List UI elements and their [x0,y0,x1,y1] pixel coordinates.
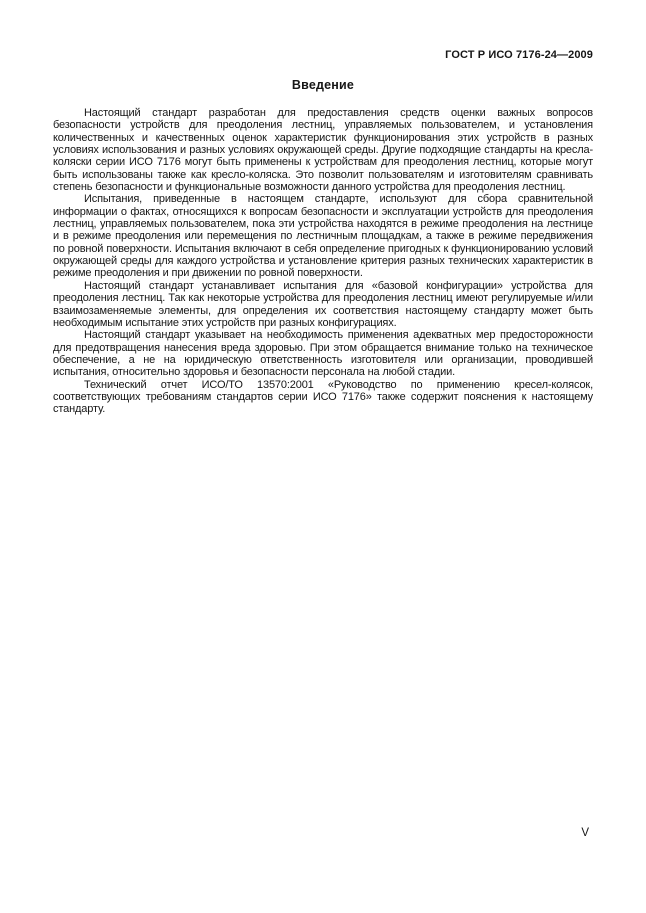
paragraph-4: Настоящий стандарт указывает на необходимость применения адекватных мер предосторожности для предотвращения нанесения вреда здоровью. При этом обращается внимание только на техническое обеспечение, а не на юридическую ответственность изготовителя или организации, проводившей испытания, относительно здоровья и безопасности персонала на любой стадии. [53,329,593,379]
paragraph-5: Технический отчет ИСО/ТО 13570:2001 «Руководство по применению кресел-колясок, соответствующих требованиям стандартов серии ИСО 7176» также содержит пояснения к настоящему стандарту. [53,378,593,416]
page-title: Введение [291,78,355,92]
page-number: V [581,827,589,839]
paragraph-3: Настоящий стандарт устанавливает испытания для «базовой конфигурации» устройства для преодоления лестниц. Так как некоторые устройства для преодоления лестниц имеют регулируемые и/или взаимозаменяемые элементы, для определения их соответствия настоящему стандарту может быть необходимым испытание этих устройств при разных конфигурациях. [53,279,593,329]
paragraph-2: Испытания, приведенные в настоящем стандарте, используют для сбора сравнительной информации о фактах, относящихся к вопросам безопасности и эксплуатации устройств для преодоления лестниц, управляемых пользователем, пока эти устройства находятся в режиме преодоления на лестнице и в режиме преодоления или перемещения по лестничным площадкам, а также в режиме передвижения по ровной поверхности. Испытания включают в себя определение пригодных к функционированию условий окружающей среды для каждого устройства и установление критерия разных технических характеристик в режиме преодоления и при движении по ровной поверхности. [53,193,593,280]
introduction-text [53,107,593,416]
paragraph-1: Настоящий стандарт разработан для предоставления средств оценки важных вопросов безопасности устройств для преодоления лестниц, управляемых пользователем, и установления количественных и качественных оценок характеристик функционирования этих устройств в разных условиях использования и разных условиях окружающей среды. Другие подходящие стандарты на кресла-коляски серии ИСО 7176 могут быть применены к устройствам для преодоления лестниц, которые могут быть использованы также как кресло-коляска. Это позволит пользователям и изготовителям сравнивать степень безопасности и функциональные возможности данного устройства для преодоления лестниц. [53,107,593,194]
doc-number-header: ГОСТ Р ИСО 7176-24—2009 [445,49,593,61]
